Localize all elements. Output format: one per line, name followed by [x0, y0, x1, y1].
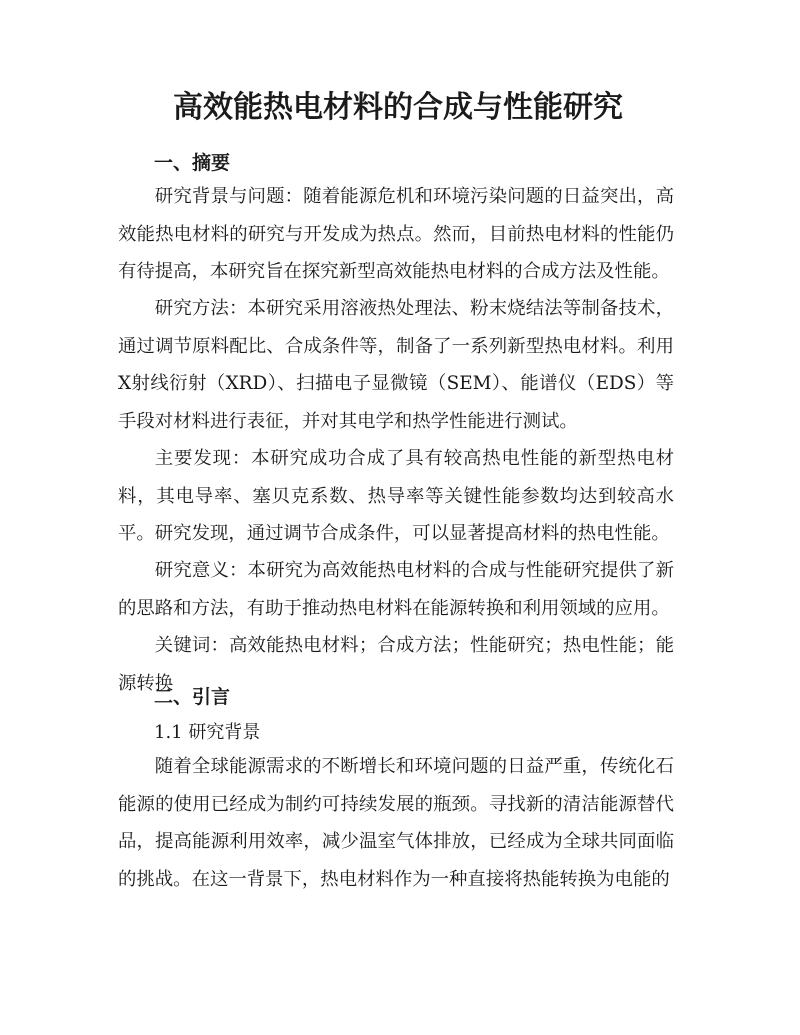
- research-background-subheading: 1.1 研究背景: [154, 722, 261, 743]
- abstract-heading: 一、摘要: [154, 152, 231, 174]
- introduction-heading: 二、引言: [154, 686, 231, 708]
- introduction-paragraph: 随着全球能源需求的不断增长和环境问题的日益严重，传统化石能源的使用已经成为制约可持续发展的瓶颈。寻找新的清洁能源替代品，提高能源利用效率，减少温室气体排放，已经成为全球共同面临的挑战。在这一背景下，热电材料作为一种直接将热能转换为电能的: [118, 756, 674, 890]
- document-title: 高效能热电材料的合成与性能研究: [173, 90, 623, 125]
- abstract-paragraph-background: 研究背景与问题：随着能源危机和环境污染问题的日益突出，高效能热电材料的研究与开发成为热点。然而，目前热电材料的性能仍有待提高，本研究旨在探究新型高效能热电材料的合成方法及性能。: [118, 186, 674, 282]
- abstract-paragraph-methods: 研究方法：本研究采用溶液热处理法、粉末烧结法等制备技术，通过调节原料配比、合成条件等，制备了一系列新型热电材料。利用X射线衍射（XRD）、扫描电子显微镜（SEM）、能谱仪（EDS）等手段对材料进行表征，并对其电学和热学性能进行测试。: [118, 298, 674, 432]
- abstract-paragraph-significance: 研究意义：本研究为高效能热电材料的合成与性能研究提供了新的思路和方法，有助于推动热电材料在能源转换和利用领域的应用。: [118, 560, 674, 619]
- abstract-paragraph-findings: 主要发现：本研究成功合成了具有较高热电性能的新型热电材料，其电导率、塞贝克系数、热导率等关键性能参数均达到较高水平。研究发现，通过调节合成条件，可以显著提高材料的热电性能。: [118, 448, 674, 544]
- keywords-paragraph: 关键词：高效能热电材料；合成方法；性能研究；热电性能；能源转换: [118, 635, 674, 694]
- document-page: [118, 0, 678, 1035]
